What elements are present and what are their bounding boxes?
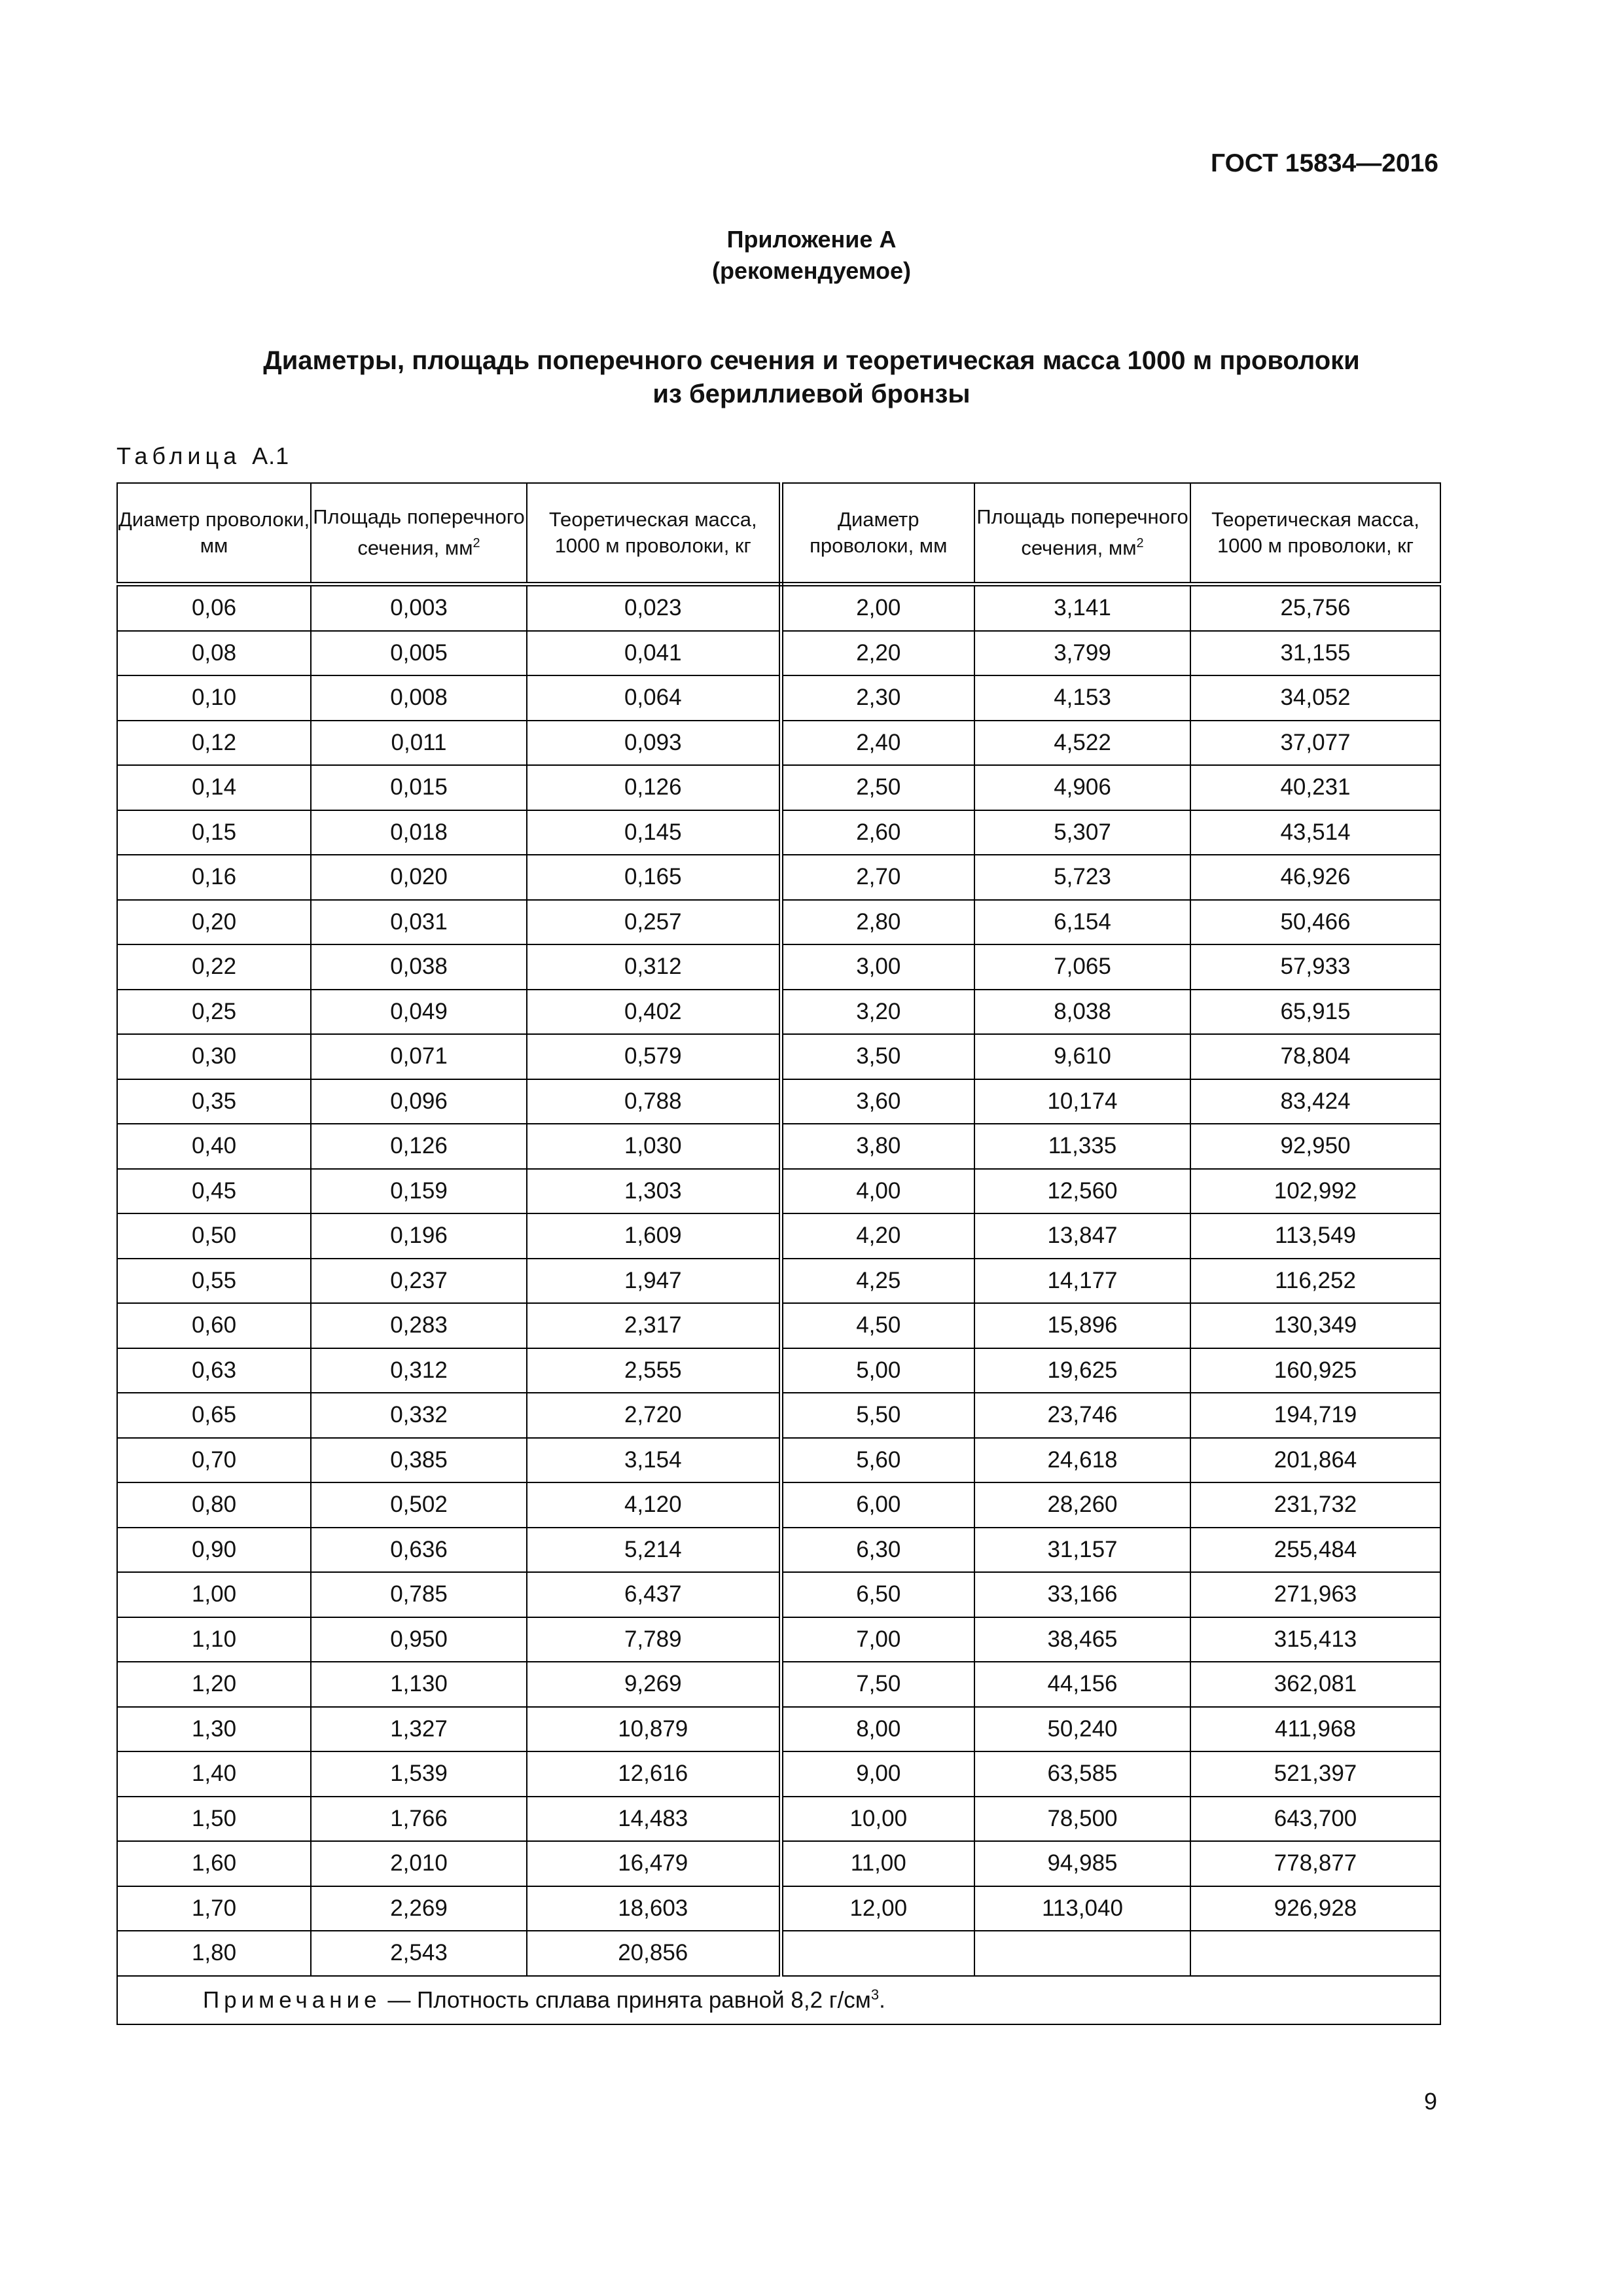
table-cell: 2,543 bbox=[311, 1931, 527, 1976]
table-row bbox=[117, 1886, 1440, 1931]
table-cell: 43,514 bbox=[1190, 810, 1440, 855]
table-cell: 0,038 bbox=[311, 944, 527, 990]
table-cell: 0,08 bbox=[117, 631, 311, 676]
table-cell: 2,555 bbox=[527, 1348, 781, 1393]
table-row bbox=[117, 1841, 1440, 1886]
table-cell: 113,549 bbox=[1190, 1213, 1440, 1259]
note-row bbox=[117, 1976, 1440, 2024]
header-area: Площадь поперечного сечения, $мм^2$ bbox=[311, 483, 527, 584]
table-cell: 0,20 bbox=[117, 900, 311, 945]
table-cell: 0,023 bbox=[527, 584, 781, 631]
table-cell: 0,15 bbox=[117, 810, 311, 855]
table-cell: 0,63 bbox=[117, 1348, 311, 1393]
table-cell: 4,906 bbox=[974, 765, 1190, 810]
table-cell: 130,349 bbox=[1190, 1303, 1440, 1348]
table-cell: 0,283 bbox=[311, 1303, 527, 1348]
table-row bbox=[117, 1751, 1440, 1797]
table-cell: 1,00 bbox=[117, 1572, 311, 1617]
table-cell: 63,585 bbox=[974, 1751, 1190, 1797]
table-cell: 0,003 bbox=[311, 584, 527, 631]
table-row bbox=[117, 1034, 1440, 1079]
table-row bbox=[117, 584, 1440, 631]
table-cell: 9,00 bbox=[781, 1751, 974, 1797]
table-cell: 1,766 bbox=[311, 1797, 527, 1842]
document-number: ГОСТ 15834—2016 bbox=[1211, 149, 1438, 177]
table-cell: 0,049 bbox=[311, 990, 527, 1035]
table-cell: 14,177 bbox=[974, 1259, 1190, 1304]
table-cell: 3,00 bbox=[781, 944, 974, 990]
table-cell: 4,50 bbox=[781, 1303, 974, 1348]
table-cell: 78,804 bbox=[1190, 1034, 1440, 1079]
table-cell: 0,80 bbox=[117, 1482, 311, 1528]
caption-word: Таблица bbox=[116, 442, 241, 469]
table-cell: 50,240 bbox=[974, 1707, 1190, 1752]
table-cell: 33,166 bbox=[974, 1572, 1190, 1617]
table-cell: 0,06 bbox=[117, 584, 311, 631]
table-cell: 10,174 bbox=[974, 1079, 1190, 1124]
table-cell: 65,915 bbox=[1190, 990, 1440, 1035]
table-cell: 0,126 bbox=[311, 1124, 527, 1169]
table-cell: 10,00 bbox=[781, 1797, 974, 1842]
table-cell: 57,933 bbox=[1190, 944, 1440, 990]
table-cell: 1,40 bbox=[117, 1751, 311, 1797]
table-cell: 2,60 bbox=[781, 810, 974, 855]
table-cell: 0,50 bbox=[117, 1213, 311, 1259]
note-exponent: 3 bbox=[870, 1986, 880, 2003]
appendix-status: (рекомендуемое) bbox=[712, 257, 911, 284]
table-cell: 194,719 bbox=[1190, 1393, 1440, 1438]
table-row bbox=[117, 721, 1440, 766]
table-row bbox=[117, 1438, 1440, 1483]
table-row bbox=[117, 900, 1440, 945]
table-cell: 34,052 bbox=[1190, 675, 1440, 721]
header-diameter: Диаметр проволоки, мм bbox=[117, 483, 311, 584]
table-cell: 0,018 bbox=[311, 810, 527, 855]
table-cell: 6,437 bbox=[527, 1572, 781, 1617]
table-cell: 4,00 bbox=[781, 1169, 974, 1214]
table-cell: 0,45 bbox=[117, 1169, 311, 1214]
table-cell: 16,479 bbox=[527, 1841, 781, 1886]
table-cell bbox=[781, 1931, 974, 1976]
header-mass-2: Теоретическая масса, 1000 м проволоки, кг bbox=[1190, 483, 1440, 584]
table-cell: 11,335 bbox=[974, 1124, 1190, 1169]
table-cell: 6,154 bbox=[974, 900, 1190, 945]
table-row bbox=[117, 1259, 1440, 1304]
table-cell: 8,038 bbox=[974, 990, 1190, 1035]
table-row bbox=[117, 1079, 1440, 1124]
table-cell: 0,16 bbox=[117, 855, 311, 900]
table-cell: 8,00 bbox=[781, 1707, 974, 1752]
table-cell: 0,502 bbox=[311, 1482, 527, 1528]
note-cell bbox=[117, 1976, 1440, 2024]
table-cell: 5,214 bbox=[527, 1528, 781, 1573]
table-cell: 6,30 bbox=[781, 1528, 974, 1573]
table-cell: 201,864 bbox=[1190, 1438, 1440, 1483]
note-end: . bbox=[879, 1987, 885, 2013]
table-row bbox=[117, 1797, 1440, 1842]
table-cell: 23,746 bbox=[974, 1393, 1190, 1438]
table-cell: 3,141 bbox=[974, 584, 1190, 631]
table-cell: 20,856 bbox=[527, 1931, 781, 1976]
table-row bbox=[117, 944, 1440, 990]
table-cell: 2,80 bbox=[781, 900, 974, 945]
table-cell: 7,789 bbox=[527, 1617, 781, 1662]
note-text: — Плотность сплава принята равной 8,2 г/см bbox=[381, 1987, 871, 2013]
table-cell: 0,312 bbox=[311, 1348, 527, 1393]
appendix-label: Приложение А bbox=[726, 226, 897, 253]
table-cell: 25,756 bbox=[1190, 584, 1440, 631]
table-cell: 0,312 bbox=[527, 944, 781, 990]
table-cell: 0,12 bbox=[117, 721, 311, 766]
header-area-exponent: 2 bbox=[473, 536, 480, 551]
table-cell: 0,237 bbox=[311, 1259, 527, 1304]
table-cell: 9,269 bbox=[527, 1662, 781, 1707]
table-cell: 0,788 bbox=[527, 1079, 781, 1124]
table-cell: 1,327 bbox=[311, 1707, 527, 1752]
table-row bbox=[117, 1617, 1440, 1662]
header-area-2: Площадь поперечного сечения, $мм^2$ bbox=[974, 483, 1190, 584]
table-cell: 12,560 bbox=[974, 1169, 1190, 1214]
table-cell: 0,950 bbox=[311, 1617, 527, 1662]
table-cell: 2,30 bbox=[781, 675, 974, 721]
table-cell: 0,041 bbox=[527, 631, 781, 676]
table-cell: 3,154 bbox=[527, 1438, 781, 1483]
caption-number: А.1 bbox=[252, 442, 290, 469]
table-title bbox=[0, 344, 1623, 411]
table-cell: 5,50 bbox=[781, 1393, 974, 1438]
table-cell bbox=[974, 1931, 1190, 1976]
table-cell: 0,60 bbox=[117, 1303, 311, 1348]
table-cell: 4,25 bbox=[781, 1259, 974, 1304]
table-cell: 3,20 bbox=[781, 990, 974, 1035]
table-cell: 31,155 bbox=[1190, 631, 1440, 676]
table-cell: 24,618 bbox=[974, 1438, 1190, 1483]
table-row bbox=[117, 1303, 1440, 1348]
table-cell: 5,00 bbox=[781, 1348, 974, 1393]
table-cell: 10,879 bbox=[527, 1707, 781, 1752]
table-row bbox=[117, 1393, 1440, 1438]
table-cell: 6,00 bbox=[781, 1482, 974, 1528]
table-cell: 255,484 bbox=[1190, 1528, 1440, 1573]
table-row bbox=[117, 1169, 1440, 1214]
title-line-1: Диаметры, площадь поперечного сечения и теоретическая масса 1000 м проволоки bbox=[263, 346, 1360, 375]
table-cell: 0,096 bbox=[311, 1079, 527, 1124]
table-cell: 2,720 bbox=[527, 1393, 781, 1438]
table-cell: 11,00 bbox=[781, 1841, 974, 1886]
table-cell: 0,785 bbox=[311, 1572, 527, 1617]
table-cell: 37,077 bbox=[1190, 721, 1440, 766]
table-cell: 0,35 bbox=[117, 1079, 311, 1124]
table-cell: 0,10 bbox=[117, 675, 311, 721]
table-cell: 7,50 bbox=[781, 1662, 974, 1707]
table-cell: 271,963 bbox=[1190, 1572, 1440, 1617]
table-cell: 1,539 bbox=[311, 1751, 527, 1797]
table-row bbox=[117, 1528, 1440, 1573]
table-cell: 0,14 bbox=[117, 765, 311, 810]
table-cell: 0,40 bbox=[117, 1124, 311, 1169]
table-cell: 5,723 bbox=[974, 855, 1190, 900]
table-row bbox=[117, 675, 1440, 721]
header-area-exponent-2: 2 bbox=[1136, 536, 1144, 551]
table-cell: 2,00 bbox=[781, 584, 974, 631]
table-cell: 12,00 bbox=[781, 1886, 974, 1931]
table-cell: 0,65 bbox=[117, 1393, 311, 1438]
table-cell: 116,252 bbox=[1190, 1259, 1440, 1304]
table-cell: 231,732 bbox=[1190, 1482, 1440, 1528]
table-row bbox=[117, 1707, 1440, 1752]
table-caption bbox=[116, 442, 289, 470]
table-cell: 0,55 bbox=[117, 1259, 311, 1304]
table-row bbox=[117, 810, 1440, 855]
table-cell: 40,231 bbox=[1190, 765, 1440, 810]
table-cell: 6,50 bbox=[781, 1572, 974, 1617]
table-cell: 0,020 bbox=[311, 855, 527, 900]
title-line-2: из бериллиевой бронзы bbox=[652, 380, 971, 408]
table-cell: 44,156 bbox=[974, 1662, 1190, 1707]
table-cell: 0,093 bbox=[527, 721, 781, 766]
table-cell: 4,20 bbox=[781, 1213, 974, 1259]
table-cell: 4,522 bbox=[974, 721, 1190, 766]
table-cell: 1,10 bbox=[117, 1617, 311, 1662]
table-cell: 0,031 bbox=[311, 900, 527, 945]
table-cell: 0,402 bbox=[527, 990, 781, 1035]
table-cell: 643,700 bbox=[1190, 1797, 1440, 1842]
table-cell: 0,25 bbox=[117, 990, 311, 1035]
table-cell: 50,466 bbox=[1190, 900, 1440, 945]
table-cell: 7,065 bbox=[974, 944, 1190, 990]
table-cell: 411,968 bbox=[1190, 1707, 1440, 1752]
table-cell: 0,579 bbox=[527, 1034, 781, 1079]
table-cell: 1,303 bbox=[527, 1169, 781, 1214]
table-cell: 0,90 bbox=[117, 1528, 311, 1573]
table-cell: 83,424 bbox=[1190, 1079, 1440, 1124]
header-mass: Теоретическая масса, 1000 м проволоки, кг bbox=[527, 483, 781, 584]
table-cell: 102,992 bbox=[1190, 1169, 1440, 1214]
table-cell: 0,064 bbox=[527, 675, 781, 721]
table-cell: 0,011 bbox=[311, 721, 527, 766]
table-cell: 46,926 bbox=[1190, 855, 1440, 900]
table-row bbox=[117, 990, 1440, 1035]
table-cell: 12,616 bbox=[527, 1751, 781, 1797]
table-cell: 92,950 bbox=[1190, 1124, 1440, 1169]
wire-data-table bbox=[116, 482, 1441, 2025]
note-label: Примечание bbox=[203, 1987, 382, 2013]
table-cell: 38,465 bbox=[974, 1617, 1190, 1662]
table-cell: 14,483 bbox=[527, 1797, 781, 1842]
table-cell: 0,015 bbox=[311, 765, 527, 810]
table-cell: 31,157 bbox=[974, 1528, 1190, 1573]
table-cell: 1,609 bbox=[527, 1213, 781, 1259]
table-cell: 78,500 bbox=[974, 1797, 1190, 1842]
table-cell: 0,159 bbox=[311, 1169, 527, 1214]
table-cell: 2,269 bbox=[311, 1886, 527, 1931]
table-cell: 362,081 bbox=[1190, 1662, 1440, 1707]
table-cell: 1,20 bbox=[117, 1662, 311, 1707]
table-cell: 3,80 bbox=[781, 1124, 974, 1169]
appendix-heading bbox=[0, 224, 1623, 287]
table-row bbox=[117, 765, 1440, 810]
table-cell: 2,70 bbox=[781, 855, 974, 900]
table-cell: 3,60 bbox=[781, 1079, 974, 1124]
table-cell: 4,120 bbox=[527, 1482, 781, 1528]
table-cell: 0,332 bbox=[311, 1393, 527, 1438]
table-cell: 0,257 bbox=[527, 900, 781, 945]
table-cell: 4,153 bbox=[974, 675, 1190, 721]
table-cell: 521,397 bbox=[1190, 1751, 1440, 1797]
header-row bbox=[117, 483, 1440, 584]
table-cell: 0,70 bbox=[117, 1438, 311, 1483]
table-cell: 0,145 bbox=[527, 810, 781, 855]
table-row bbox=[117, 1572, 1440, 1617]
table-cell: 13,847 bbox=[974, 1213, 1190, 1259]
table-cell: 1,80 bbox=[117, 1931, 311, 1976]
table-cell: 778,877 bbox=[1190, 1841, 1440, 1886]
table-row bbox=[117, 1213, 1440, 1259]
table-cell: 0,008 bbox=[311, 675, 527, 721]
table-row bbox=[117, 1348, 1440, 1393]
table-cell: 28,260 bbox=[974, 1482, 1190, 1528]
table-row bbox=[117, 1931, 1440, 1976]
table-cell: 1,947 bbox=[527, 1259, 781, 1304]
table-cell: 94,985 bbox=[974, 1841, 1190, 1886]
table-cell: 5,307 bbox=[974, 810, 1190, 855]
table-cell: 2,317 bbox=[527, 1303, 781, 1348]
table-cell: 0,30 bbox=[117, 1034, 311, 1079]
table-cell: 926,928 bbox=[1190, 1886, 1440, 1931]
table-cell: 3,799 bbox=[974, 631, 1190, 676]
table-cell: 2,010 bbox=[311, 1841, 527, 1886]
header-diameter-2: Диаметр проволоки, мм bbox=[781, 483, 974, 584]
table-cell: 113,040 bbox=[974, 1886, 1190, 1931]
table-cell: 2,20 bbox=[781, 631, 974, 676]
table-cell: 1,70 bbox=[117, 1886, 311, 1931]
table-cell: 18,603 bbox=[527, 1886, 781, 1931]
table-row bbox=[117, 1124, 1440, 1169]
table-cell: 0,126 bbox=[527, 765, 781, 810]
table-cell: 0,071 bbox=[311, 1034, 527, 1079]
table-cell: 0,005 bbox=[311, 631, 527, 676]
table-cell: 3,50 bbox=[781, 1034, 974, 1079]
table-cell: 1,60 bbox=[117, 1841, 311, 1886]
table-cell: 1,030 bbox=[527, 1124, 781, 1169]
table-cell: 5,60 bbox=[781, 1438, 974, 1483]
table-cell: 1,130 bbox=[311, 1662, 527, 1707]
table-row bbox=[117, 1662, 1440, 1707]
table-cell: 2,50 bbox=[781, 765, 974, 810]
table-row bbox=[117, 855, 1440, 900]
table-cell: 19,625 bbox=[974, 1348, 1190, 1393]
table-cell: 0,165 bbox=[527, 855, 781, 900]
table-cell: 15,896 bbox=[974, 1303, 1190, 1348]
table-cell: 0,196 bbox=[311, 1213, 527, 1259]
table-row bbox=[117, 631, 1440, 676]
table-cell: 9,610 bbox=[974, 1034, 1190, 1079]
table-cell: 1,50 bbox=[117, 1797, 311, 1842]
table-cell: 0,385 bbox=[311, 1438, 527, 1483]
table-cell: 160,925 bbox=[1190, 1348, 1440, 1393]
page-number: 9 bbox=[1423, 2088, 1437, 2115]
table-cell: 1,30 bbox=[117, 1707, 311, 1752]
table-cell bbox=[1190, 1931, 1440, 1976]
table-cell: 0,636 bbox=[311, 1528, 527, 1573]
table-cell: 7,00 bbox=[781, 1617, 974, 1662]
table-cell: 2,40 bbox=[781, 721, 974, 766]
table-cell: 315,413 bbox=[1190, 1617, 1440, 1662]
table-cell: 0,22 bbox=[117, 944, 311, 990]
table-row bbox=[117, 1482, 1440, 1528]
